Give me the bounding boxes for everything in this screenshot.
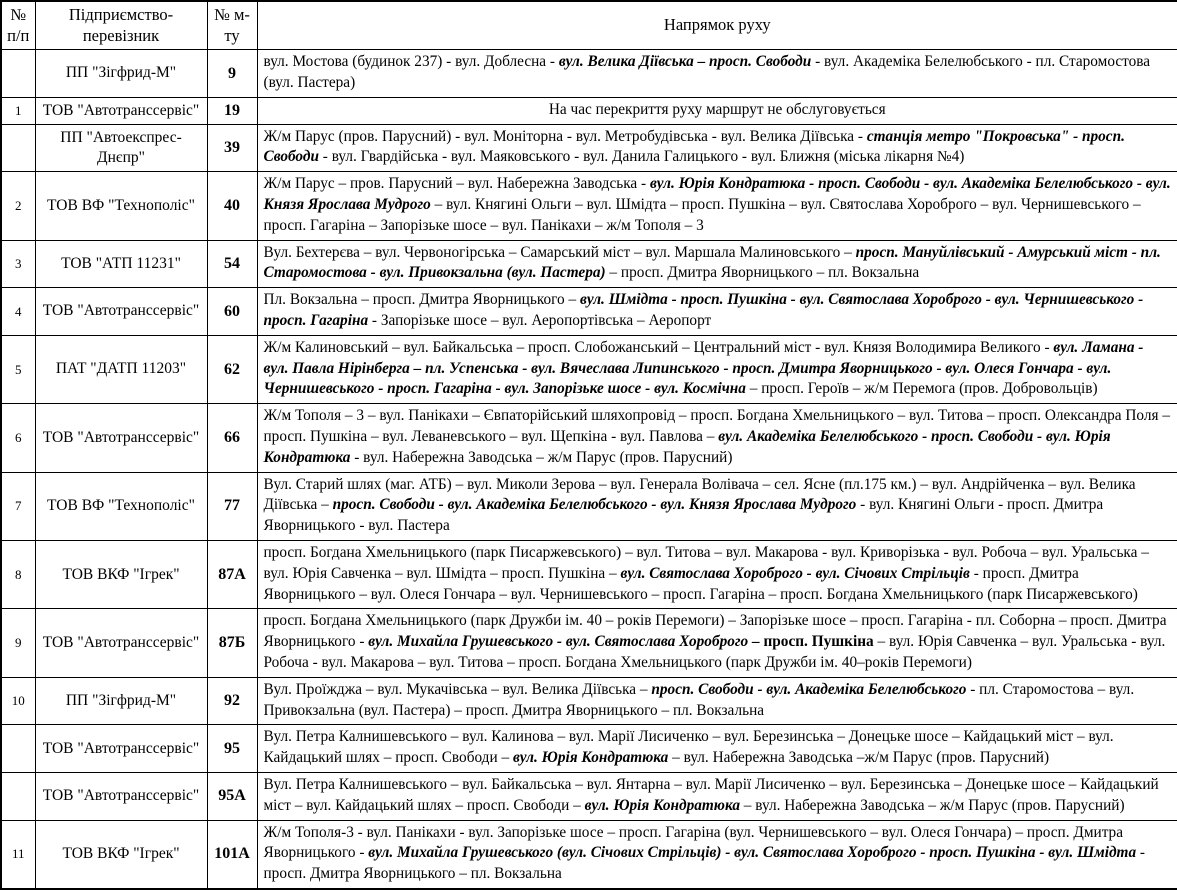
direction-cell xyxy=(257,725,1177,773)
direction-segment: – вул. Княгині Ольги – вул. Шмідта – просп. Пушкіна – вул. Святослава Хороброго – вул. Чернишевського – просп. Гагаріна – Запорізьке шосе – вул. Панікахи – ж/м Тополя – 3 xyxy=(263,196,1141,234)
direction-cell xyxy=(257,240,1177,288)
direction-segment: вул. Мостова (будинок 237) - вул. Доблесна - xyxy=(263,53,559,71)
route-number-cell: 95 xyxy=(207,725,257,773)
row-number-cell: 8 xyxy=(1,540,35,608)
carrier-cell: ТОВ "АТП 11231" xyxy=(35,240,207,288)
direction-segment: просп. Мануйлівський - Амурський міст - пл. Старомостова - вул. Привокзальна (вул. Пастера) xyxy=(263,243,1161,282)
direction-segment: Вул. Бехтерєва – вул. Червоногірська – Самарський міст – вул. Маршала Малиновського – xyxy=(263,243,856,261)
direction-segment: просп. Свободи - вул. Академіка Белелюбського - вул. Князя Ярослава Мудрого xyxy=(332,496,857,514)
row-number-cell: 4 xyxy=(1,288,35,336)
table-row xyxy=(1,288,1177,336)
carrier-cell: ТОВ ВФ "Технополіс" xyxy=(35,172,207,240)
carrier-cell: ПП "Зігфрид-М" xyxy=(35,677,207,725)
carrier-cell: ТОВ "Автотранссервіс" xyxy=(35,97,207,124)
row-number-cell: 10 xyxy=(1,677,35,725)
carrier-cell: ТОВ "Автотранссервіс" xyxy=(35,288,207,336)
direction-segment: - просп. Дмитра Яворницького – пл. Вокзальна xyxy=(263,844,1146,883)
direction-segment: Ж/м Тополя-3 - вул. Панікахи - вул. Запорізьке шосе – просп. Гагаріна (вул. Чернишевського – вул. Олеся Гончара) – просп. Дмитра Яворницького - xyxy=(263,823,1123,862)
direction-segment: - пл. Старомостова – вул. Привокзальна (вул. Пастера) – просп. Дмитра Яворницького – пл. Вокзальна xyxy=(263,680,1135,719)
route-number-cell: 54 xyxy=(207,240,257,288)
carrier-cell: ТОВ "Автотранссервіс" xyxy=(35,609,207,677)
row-number-cell: 3 xyxy=(1,240,35,288)
route-number-cell: 95А xyxy=(207,772,257,820)
route-number-cell: 77 xyxy=(207,472,257,540)
direction-segment: Пл. Вокзальна – просп. Дмитра Яворницького – xyxy=(263,291,580,309)
direction-segment: вул. Юрія Кондратюка - просп. Свободи - вул. Академіка Белелюбського - вул. Князя Ярослава Мудрого xyxy=(263,175,1171,214)
direction-segment: вул. Шмідта - просп. Пушкіна - вул. Святослава Хороброго - вул. Чернишевського - просп. Гагаріна xyxy=(263,291,1144,330)
direction-cell xyxy=(257,288,1177,336)
route-number-cell: 39 xyxy=(207,124,257,172)
direction-segment: – просп. Дмитра Яворницького – пл. Вокзальна xyxy=(605,264,920,282)
direction-segment: Ж/м Парус – пров. Парусний – вул. Набережна Заводська - xyxy=(263,175,650,193)
carrier-cell: ТОВ "Автотранссервіс" xyxy=(35,725,207,773)
route-number-cell: 9 xyxy=(207,50,257,98)
direction-segment: вул. Юрія Кондратюка xyxy=(584,796,740,814)
carrier-cell: ПП "Зігфрид-М" xyxy=(35,50,207,98)
direction-cell xyxy=(257,404,1177,472)
direction-segment: Вул. Проїжджа – вул. Мукачівська – вул. Велика Діївська – xyxy=(263,680,652,698)
carrier-cell: ТОВ ВФ "Технополіс" xyxy=(35,472,207,540)
table-row xyxy=(1,97,1177,124)
row-number-cell: 6 xyxy=(1,404,35,472)
direction-cell xyxy=(257,772,1177,820)
row-number-cell: 7 xyxy=(1,472,35,540)
direction-segment: - вул. Гвардійська - вул. Маяковського - вул. Данила Галицького - вул. Ближня (міська лікарня №4) xyxy=(318,148,965,166)
direction-cell xyxy=(257,820,1177,889)
direction-segment: - вул. Академіка Белелюбського - пл. Старомостова (вул. Пастера) xyxy=(263,53,1151,92)
direction-segment: Вул. Петра Калнишевського – вул. Калинова – вул. Марії Лисиченко – вул. Березинська – Донецьке шосе – Кайдацький міст – вул. Кайдацький шлях – просп. Свободи – xyxy=(263,728,1114,767)
table-row xyxy=(1,609,1177,677)
direction-segment: Ж/м Калиновський – вул. Байкальська – просп. Слобожанський – Центральний міст - вул. Князя Володимира Великого - xyxy=(263,338,1054,356)
table-header xyxy=(1,1,1177,50)
carrier-cell: ПАТ "ДАТП 11203" xyxy=(35,335,207,403)
direction-segment: Вул. Старий шлях (маг. АТБ) – вул. Миколи Зерова – вул. Генерала Волівача – сел. Ясне (пл.175 км.) – вул. Андрійченка – вул. Велика Діївська – xyxy=(263,475,1136,514)
direction-cell xyxy=(257,472,1177,540)
route-number-cell: 66 xyxy=(207,404,257,472)
direction-segment: вул. Велика Діївська – просп. Свободи xyxy=(558,53,812,71)
direction-segment: - просп. Дмитра Яворницького – вул. Олеся Гончара – вул. Чернишевського – просп. Гагаріна – просп. Богдана Хмельницького (парк Писаржевського) xyxy=(263,564,1138,603)
row-number-cell: 9 xyxy=(1,609,35,677)
table-row xyxy=(1,335,1177,403)
table-row xyxy=(1,172,1177,240)
row-number-cell xyxy=(1,725,35,773)
route-number-cell: 60 xyxy=(207,288,257,336)
carrier-cell: ТОВ ВКФ "Ігрек" xyxy=(35,820,207,889)
direction-segment: просп. Пушкіна xyxy=(763,633,874,651)
direction-segment: - вул. Княгині Ольги - просп. Дмитра Яворницького - вул. Пастера xyxy=(263,496,1104,535)
row-number-cell xyxy=(1,772,35,820)
direction-cell xyxy=(257,97,1177,124)
direction-segment: вул. Михайла Грушевського - вул. Святослава Хороброго – xyxy=(368,633,764,651)
direction-segment: станція метро "Покровська" - просп. Свободи xyxy=(263,127,1125,166)
direction-segment: вул. Юрія Кондратюка xyxy=(512,749,669,767)
direction-segment: Ж/м Парус (пров. Парусний) - вул. Моніторна - вул. Метробудівська - вул. Велика Діївська - xyxy=(263,127,867,145)
direction-segment: вул. Ламана - вул. Павла Нірінберга – пл. Успенська - вул. Вячеслава Липинського - просп. Дмитра Яворницького - вул. Олеся Гончара - вул. Чернишевського - просп. Гагаріна - вул. Запорізьке шосе - вул. Космічна xyxy=(263,338,1144,398)
direction-segment: Вул. Петра Калнишевського – вул. Байкальська – вул. Янтарна – вул. Марії Лисиченко – вул. Березинська – Донецьке шосе – Кайдацький міст – вул. Кайдацький шлях – просп. Свободи – xyxy=(263,775,1159,814)
row-number-cell: 2 xyxy=(1,172,35,240)
direction-cell xyxy=(257,677,1177,725)
table-row xyxy=(1,677,1177,725)
direction-segment: вул. Михайла Грушевського (вул. Січових Стрільців) - вул. Святослава Хороброго - просп. Пушкіна - вул. Шмідта xyxy=(368,844,1137,862)
direction-segment: Ж/м Тополя – 3 – вул. Панікахи – Євпаторійський шляхопровід – просп. Богдана Хмельницького – вул. Титова – просп. Олександра Поля – просп. Пушкіна – вул. Леваневського – вул. Щепкіна - вул. Павлова – xyxy=(263,407,1171,445)
route-number-cell: 62 xyxy=(207,335,257,403)
table-row xyxy=(1,404,1177,472)
direction-segment: просп. Богдана Хмельницького (парк Дружби ім. 40 – років Перемоги) – Запорізьке шосе – просп. Гагаріна - пл. Соборна – просп. Дмитра Яворницького - xyxy=(263,612,1167,651)
direction-cell xyxy=(257,335,1177,403)
route-number-cell: 101А xyxy=(207,820,257,889)
row-number-cell xyxy=(1,50,35,98)
col-header-row-number: № п/п xyxy=(1,1,35,50)
direction-cell xyxy=(257,172,1177,240)
table-row xyxy=(1,540,1177,608)
row-number-cell: 5 xyxy=(1,335,35,403)
routes-table-body xyxy=(1,50,1177,889)
col-header-direction: Напрямок руху xyxy=(257,1,1177,50)
direction-segment: – вул. Набережна Заводська –ж/м Парус (пров. Парусний) xyxy=(668,749,1050,767)
col-header-carrier: Підприємство-перевізник xyxy=(35,1,207,50)
route-number-cell: 87А xyxy=(207,540,257,608)
direction-segment: - вул. Набережна Заводська – ж/м Парус (пров. Парусний) xyxy=(350,448,733,466)
direction-segment: На час перекриття руху маршрут не обслуговується xyxy=(548,100,886,118)
direction-cell xyxy=(257,609,1177,677)
header-row xyxy=(1,1,1177,50)
direction-cell xyxy=(257,50,1177,98)
carrier-cell: ТОВ "Автотранссервіс" xyxy=(35,404,207,472)
direction-segment: – просп. Героїв – ж/м Перемога (пров. Добровольців) xyxy=(745,380,1098,398)
direction-segment: вул. Академіка Белелюбського - просп. Свободи - вул. Юрія Кондратюка xyxy=(263,428,1111,466)
table-row xyxy=(1,124,1177,172)
direction-segment: просп. Свободи - вул. Академіка Белелюбського xyxy=(651,680,967,698)
direction-segment: вул. Святослава Хороброго - вул. Січових Стрільців xyxy=(620,564,970,582)
direction-segment: просп. Богдана Хмельницького (парк Писаржевського) – вул. Титова – вул. Макарова - вул. Криворізька - вул. Робоча – вул. Уральська – вул. Юрія Савченка – вул. Шмідта – просп. Пушкіна – xyxy=(263,543,1149,582)
row-number-cell: 1 xyxy=(1,97,35,124)
table-row xyxy=(1,240,1177,288)
carrier-cell: ТОВ ВКФ "Ігрек" xyxy=(35,540,207,608)
direction-segment: – вул. Набережна Заводська – ж/м Парус (пров. Парусний) xyxy=(739,796,1125,814)
row-number-cell: 11 xyxy=(1,820,35,889)
route-number-cell: 19 xyxy=(207,97,257,124)
col-header-route-number: № м-ту xyxy=(207,1,257,50)
direction-cell xyxy=(257,540,1177,608)
table-row xyxy=(1,772,1177,820)
table-row xyxy=(1,472,1177,540)
row-number-cell xyxy=(1,124,35,172)
carrier-cell: ТОВ "Автотранссервіс" xyxy=(35,772,207,820)
direction-segment: - Запорізьке шосе – вул. Аеропортівська – Аеропорт xyxy=(368,312,712,330)
direction-segment: – вул. Юрія Савченка – вул. Уральська - вул. Робоча - вул. Макарова – вул. Титова – просп. Богдана Хмельницького (парк Дружби ім. 40–років Перемоги) xyxy=(263,633,1166,671)
carrier-cell: ПП "Автоекспрес-Днєпр" xyxy=(35,124,207,172)
route-number-cell: 40 xyxy=(207,172,257,240)
table-row xyxy=(1,820,1177,889)
direction-cell xyxy=(257,124,1177,172)
table-row xyxy=(1,725,1177,773)
table-row xyxy=(1,50,1177,98)
route-number-cell: 87Б xyxy=(207,609,257,677)
route-number-cell: 92 xyxy=(207,677,257,725)
